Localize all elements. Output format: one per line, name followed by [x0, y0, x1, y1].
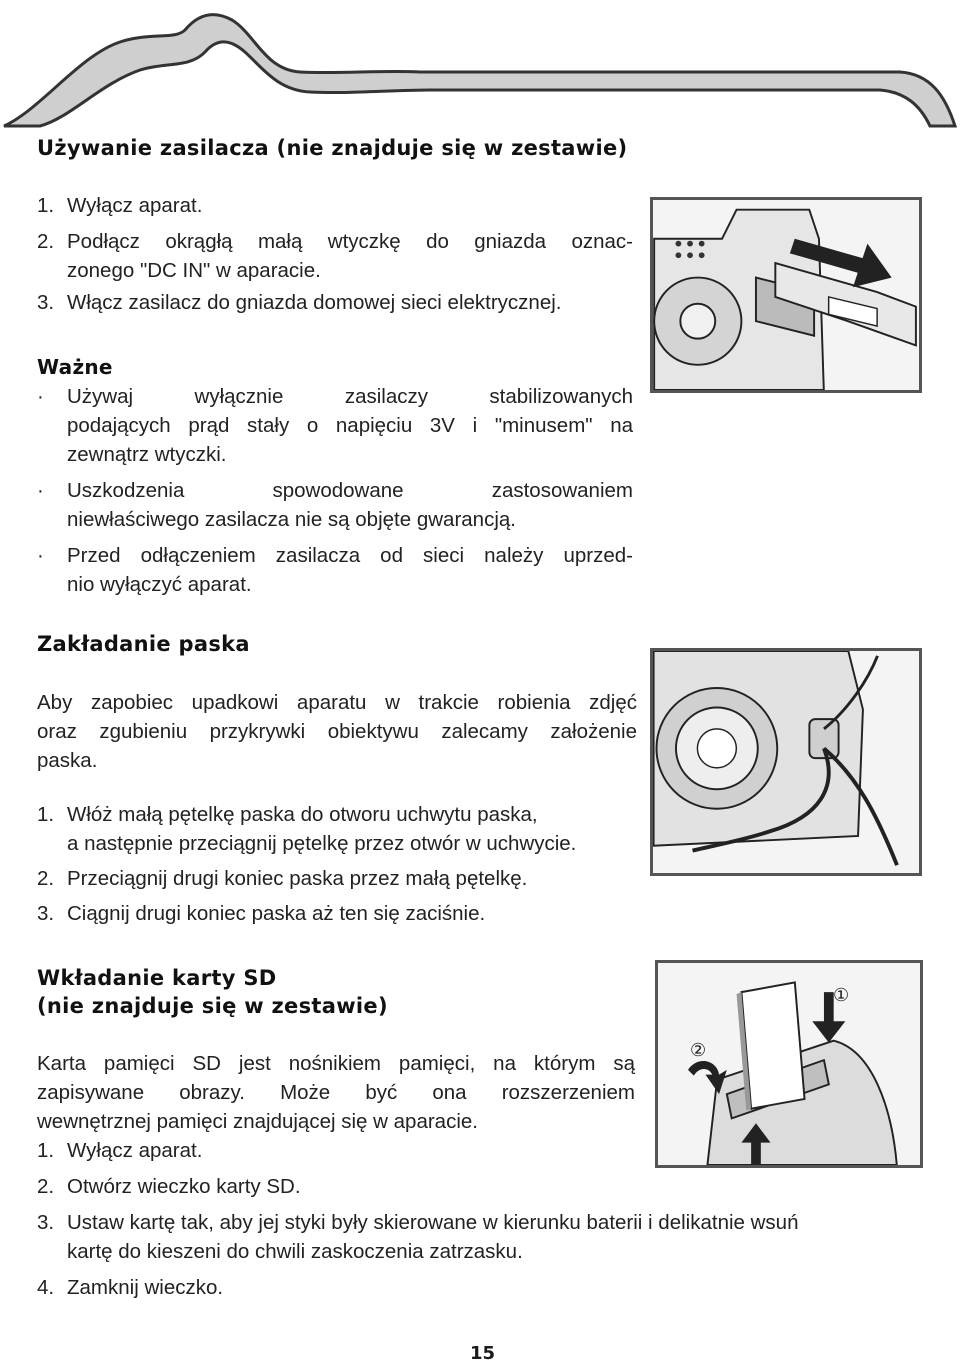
note-text-continued: podających prąd stały o napięciu 3V i "minusem" na: [67, 414, 633, 437]
step-number: 3.: [37, 902, 55, 925]
step-number: 1.: [37, 803, 55, 826]
step-text: Ustaw kartę tak, aby jej styki były skierowane w kierunku baterii i delikatnie wsuń: [67, 1211, 799, 1234]
section-title-power-adapter: Używanie zasilacza (nie znajduje się w zestawie): [37, 136, 628, 160]
intro-line: Aby zapobiec upadkowi aparatu w trakcie robienia zdjęć: [37, 691, 637, 714]
step-number: 2.: [37, 1175, 55, 1198]
intro-line: paska.: [37, 749, 98, 772]
sd-intro: [37, 1049, 635, 1136]
step-number: 2.: [37, 230, 55, 253]
step-text: Otwórz wieczko karty SD.: [67, 1175, 301, 1198]
important-heading: Ważne: [37, 355, 113, 379]
note-text-continued: niewłaściwego zasilacza nie są objęte gwarancją.: [67, 508, 516, 531]
step-text: Wyłącz aparat.: [67, 194, 203, 217]
note-text-continued: nio wyłączyć aparat.: [67, 573, 252, 596]
step-number: 3.: [37, 291, 55, 314]
step-number: 1.: [37, 1139, 55, 1162]
step-text: Wyłącz aparat.: [67, 1139, 203, 1162]
note-text: Używaj wyłącznie zasilaczy stabilizowanych: [67, 385, 633, 408]
strap-intro: [37, 688, 637, 775]
note-text: Przed odłączeniem zasilacza od sieci należy uprzed-: [67, 544, 633, 567]
callout-2: ②: [690, 1040, 707, 1060]
step-text: Podłącz okrągłą małą wtyczkę do gniazda oznac-: [67, 230, 633, 253]
section-title-sd-card: Wkładanie karty SD: [37, 966, 277, 990]
step-text: Zamknij wieczko.: [67, 1276, 224, 1299]
power-steps-list: [37, 191, 637, 317]
step-text-continued: a następnie przeciągnij pętelkę przez otwór w uchwycie.: [67, 832, 577, 855]
strap-illustration: [650, 648, 922, 876]
page-number: 15: [470, 1343, 496, 1364]
step-text-continued: zonego "DC IN" w aparacie.: [67, 259, 321, 282]
step-number: 3.: [37, 1211, 55, 1234]
step-text-continued: kartę do kieszeni do chwili zaskoczenia zatrzasku.: [67, 1240, 523, 1263]
section-title-strap: Zakładanie paska: [37, 632, 250, 656]
bullet: ·: [37, 479, 44, 502]
note-text: Uszkodzenia spowodowane zastosowaniem: [67, 479, 633, 502]
section-subtitle-sd-card: (nie znajduje się w zestawie): [37, 994, 388, 1018]
intro-line: Karta pamięci SD jest nośnikiem pamięci, na którym są: [37, 1052, 635, 1075]
sd-card-illustration: [655, 960, 923, 1168]
step-text: Ciągnij drugi koniec paska aż ten się zaciśnie.: [67, 902, 486, 925]
step-number: 4.: [37, 1276, 55, 1299]
callout-1: ①: [833, 985, 850, 1005]
intro-line: wewnętrznej pamięci znajdującej się w aparacie.: [37, 1110, 478, 1133]
bullet: ·: [37, 544, 44, 567]
intro-line: oraz zgubieniu przykrywki obiektywu zalecamy założenie: [37, 720, 637, 743]
intro-line: zapisywane obrazy. Może być ona rozszerzeniem: [37, 1081, 635, 1104]
note-text-continued: zewnątrz wtyczki.: [67, 443, 227, 466]
dc-in-illustration: [650, 197, 922, 393]
header-wave-graphic: [0, 0, 960, 130]
important-notes-list: [37, 382, 633, 599]
step-text: Włóż małą pętelkę paska do otworu uchwytu paska,: [67, 803, 538, 826]
bullet: ·: [37, 385, 44, 408]
step-number: 2.: [37, 867, 55, 890]
strap-steps-list: [37, 800, 637, 928]
step-number: 1.: [37, 194, 55, 217]
step-text: Włącz zasilacz do gniazda domowej sieci elektrycznej.: [67, 291, 562, 314]
step-text: Przeciągnij drugi koniec paska przez małą pętelkę.: [67, 867, 528, 890]
